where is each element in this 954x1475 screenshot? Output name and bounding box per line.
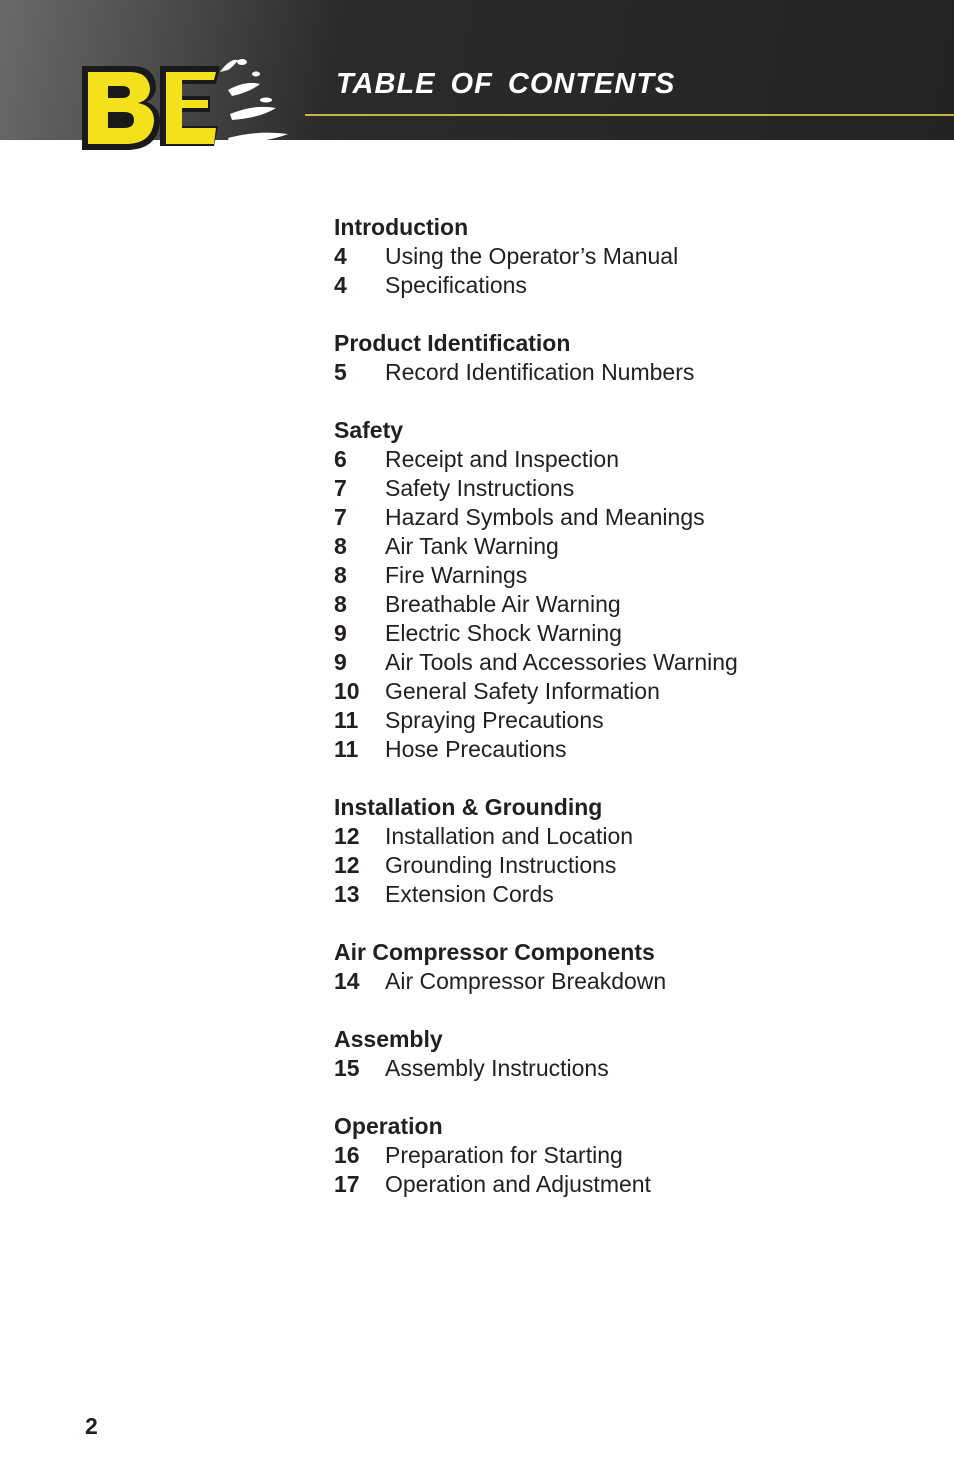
toc-entry-page: 14 [334,968,360,994]
toc-entry-page: 7 [334,475,347,501]
page-number: 2 [85,1413,98,1439]
toc-entry-page: 9 [334,649,347,675]
toc-entry-page: 4 [334,243,347,269]
toc-entry-label: Specifications [385,272,527,298]
toc-entry[interactable] [334,735,934,764]
header-rule [305,114,954,116]
toc-section [334,938,934,996]
toc-entry[interactable] [334,851,934,880]
toc-entry[interactable] [334,619,934,648]
toc-section [334,416,934,764]
toc-entry-page: 12 [334,852,360,878]
toc-entry-label: Assembly Instructions [385,1055,609,1081]
toc-entry-label: Extension Cords [385,881,554,907]
toc-entry-label: Spraying Precautions [385,707,604,733]
toc-entry[interactable] [334,967,934,996]
toc-entry[interactable] [334,532,934,561]
toc-entry[interactable] [334,648,934,677]
toc-entry-label: Air Compressor Breakdown [385,968,667,994]
toc-entry-page: 8 [334,591,347,617]
toc-section-title: Introduction [334,214,469,240]
toc-entry-label: Safety Instructions [385,475,575,501]
toc-entry[interactable] [334,474,934,503]
toc-entry-label: Breathable Air Warning [385,591,621,617]
toc-entry[interactable] [334,677,934,706]
toc-entry[interactable] [334,1141,934,1170]
toc-entry-label: Air Tools and Accessories Warning [385,649,738,675]
toc-entry-page: 8 [334,533,347,559]
toc-entry-page: 4 [334,272,347,298]
toc-section-title: Product Identification [334,330,571,356]
toc-entry-page: 17 [334,1171,360,1197]
page-title: TABLE OF CONTENTS [336,68,676,100]
toc-entry[interactable] [334,561,934,590]
toc-section [334,329,934,387]
toc-section-title: Safety [334,417,404,443]
toc-entry-page: 9 [334,620,347,646]
toc-entry-label: Operation and Adjustment [385,1171,651,1197]
toc-entry[interactable] [334,1054,934,1083]
table-of-contents [334,213,934,1228]
toc-entry-page: 7 [334,504,347,530]
toc-entry-label: Hose Precautions [385,736,567,762]
toc-entry-label: Receipt and Inspection [385,446,619,472]
toc-entry-label: Record Identification Numbers [385,359,695,385]
toc-entry[interactable] [334,880,934,909]
toc-entry[interactable] [334,706,934,735]
toc-entry[interactable] [334,503,934,532]
toc-section [334,793,934,909]
toc-section-title: Operation [334,1113,443,1139]
toc-entry-page: 12 [334,823,360,849]
toc-section [334,213,934,300]
toc-section [334,1112,934,1199]
toc-entry[interactable] [334,590,934,619]
toc-entry-label: Preparation for Starting [385,1142,623,1168]
toc-entry[interactable] [334,445,934,474]
toc-entry-label: Air Tank Warning [385,533,559,559]
be-logo [80,52,292,158]
toc-entry-label: Installation and Location [385,823,634,849]
toc-entry-page: 8 [334,562,347,588]
toc-entry[interactable] [334,358,934,387]
toc-section-title: Assembly [334,1026,443,1052]
toc-entry-page: 11 [334,707,359,733]
toc-section-title: Installation & Grounding [334,794,603,820]
toc-entry-label: Fire Warnings [385,562,528,588]
toc-entry-label: Grounding Instructions [385,852,617,878]
toc-entry-label: Hazard Symbols and Meanings [385,504,705,530]
toc-entry-page: 16 [334,1142,360,1168]
toc-entry-page: 15 [334,1055,360,1081]
toc-entry-label: General Safety Information [385,678,660,704]
toc-section-title: Air Compressor Components [334,939,655,965]
toc-entry-page: 6 [334,446,347,472]
toc-entry-page: 5 [334,359,347,385]
toc-section [334,1025,934,1083]
toc-entry-page: 13 [334,881,360,907]
toc-entry-label: Electric Shock Warning [385,620,622,646]
toc-entry[interactable] [334,271,934,300]
toc-entry[interactable] [334,242,934,271]
toc-entry-label: Using the Operator’s Manual [385,243,679,269]
toc-entry-page: 10 [334,678,360,704]
toc-entry[interactable] [334,822,934,851]
toc-entry-page: 11 [334,736,359,762]
toc-entry[interactable] [334,1170,934,1199]
